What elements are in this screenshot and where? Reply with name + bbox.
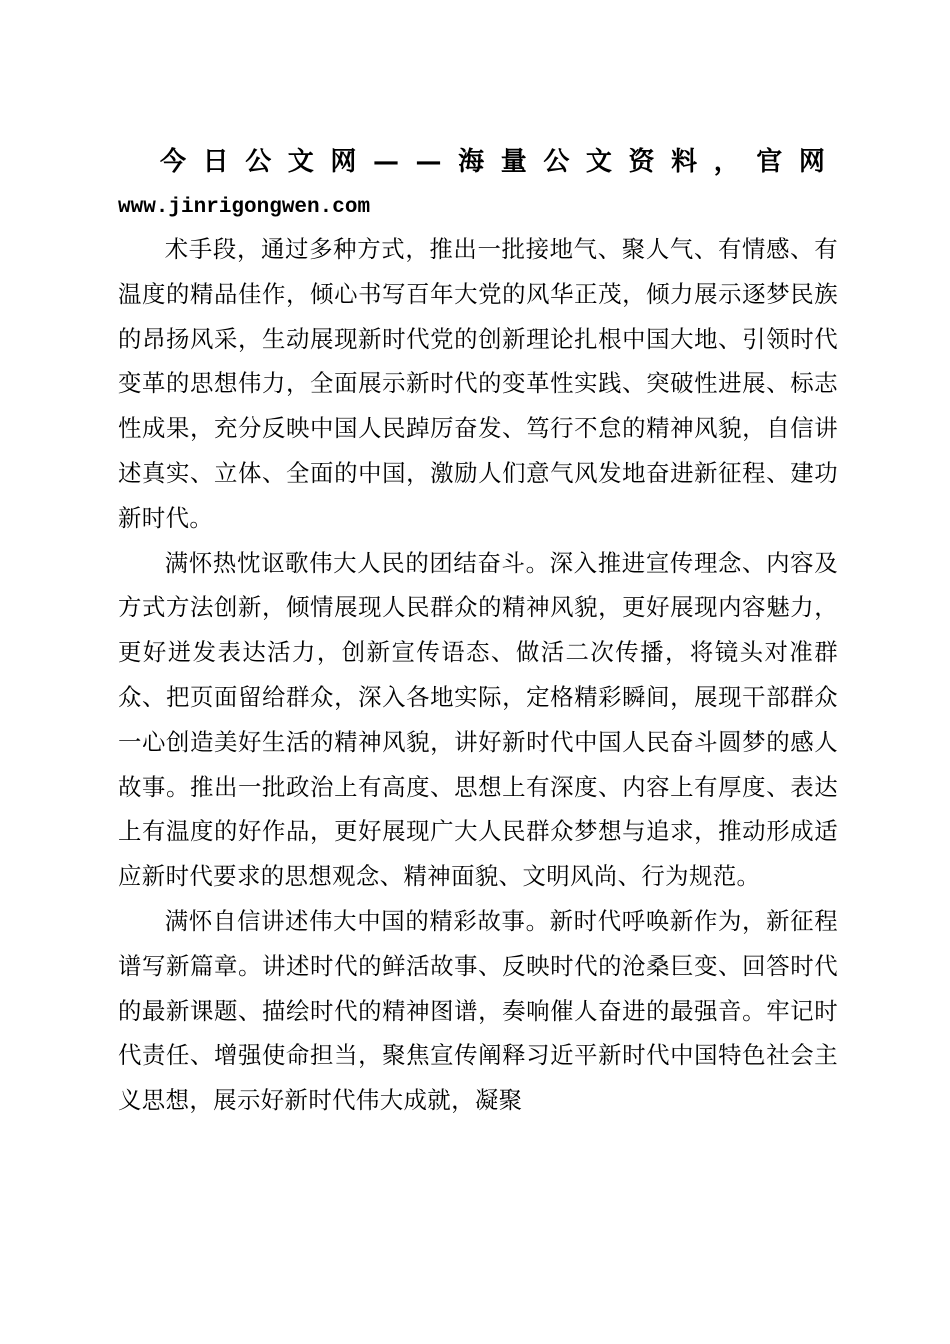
header-title-char: 公 (245, 147, 272, 177)
header-title-char: 海 (458, 147, 485, 177)
paragraph: 满怀自信讲述伟大中国的精彩故事。新时代呼唤新作为，新征程谱写新篇章。讲述时代的鲜活故事、反映时代的沧桑巨变、回答时代的最新课题、描绘时代的精神图谱，奏响催人奋进的最强音。牢记时代责任、增强使命担当，聚焦宣传阐释习近平新时代中国特色社会主义思想，展示好新时代伟大成就，凝聚 (118, 906, 838, 1115)
header-title-char: 文 (287, 147, 314, 177)
header-title-char: — (372, 147, 399, 177)
paragraph: 满怀热忱讴歌伟大人民的团结奋斗。深入推进宣传理念、内容及方式方法创新，倾情展现人民群众的精神风貌，更好展现内容魅力，更好迸发表达活力，创新宣传语态、做活二次传播，将镜头对准群众、把页面留给群众，深入各地实际，定格精彩瞬间，展现干部群众一心创造美好生活的精神风貌，讲好新时代中国人民奋斗圆梦的感人故事。推出一批政治上有高度、思想上有深度、内容上有厚度、表达上有温度的好作品，更好展现广大人民群众梦想与追求，推动形成适应新时代要求的思想观念、精神面貌、文明风尚、行为规范。 (118, 548, 838, 891)
header-title (160, 140, 825, 184)
header-url[interactable]: www.jinrigongwen.com (118, 196, 371, 219)
header-title-char: 量 (500, 147, 527, 177)
body-text (118, 227, 838, 1123)
header-title-char: 今 (160, 147, 187, 177)
header-title-char: 料 (671, 147, 698, 177)
header-title-char: 官 (756, 147, 783, 177)
header-title-char: 日 (202, 147, 229, 177)
header-title-char: 公 (543, 147, 570, 177)
paragraph: 术手段，通过多种方式，推出一批接地气、聚人气、有情感、有温度的精品佳作，倾心书写百年大党的风华正茂，倾力展示逐梦民族的昂扬风采，生动展现新时代党的创新理论扎根中国大地、引领时代变革的思想伟力，全面展示新时代的变革性实践、突破性进展、标志性成果，充分反映中国人民踔厉奋发、笃行不怠的精神风貌，自信讲述真实、立体、全面的中国，激励人们意气风发地奋进新征程、建功新时代。 (118, 235, 838, 532)
header-title-char: 网 (798, 147, 825, 177)
header-title-char: 文 (585, 147, 612, 177)
header-title-char: 资 (628, 147, 655, 177)
header-title-char: — (415, 147, 442, 177)
header-title-char: 网 (330, 147, 357, 177)
header-title-char: ， (713, 147, 740, 177)
